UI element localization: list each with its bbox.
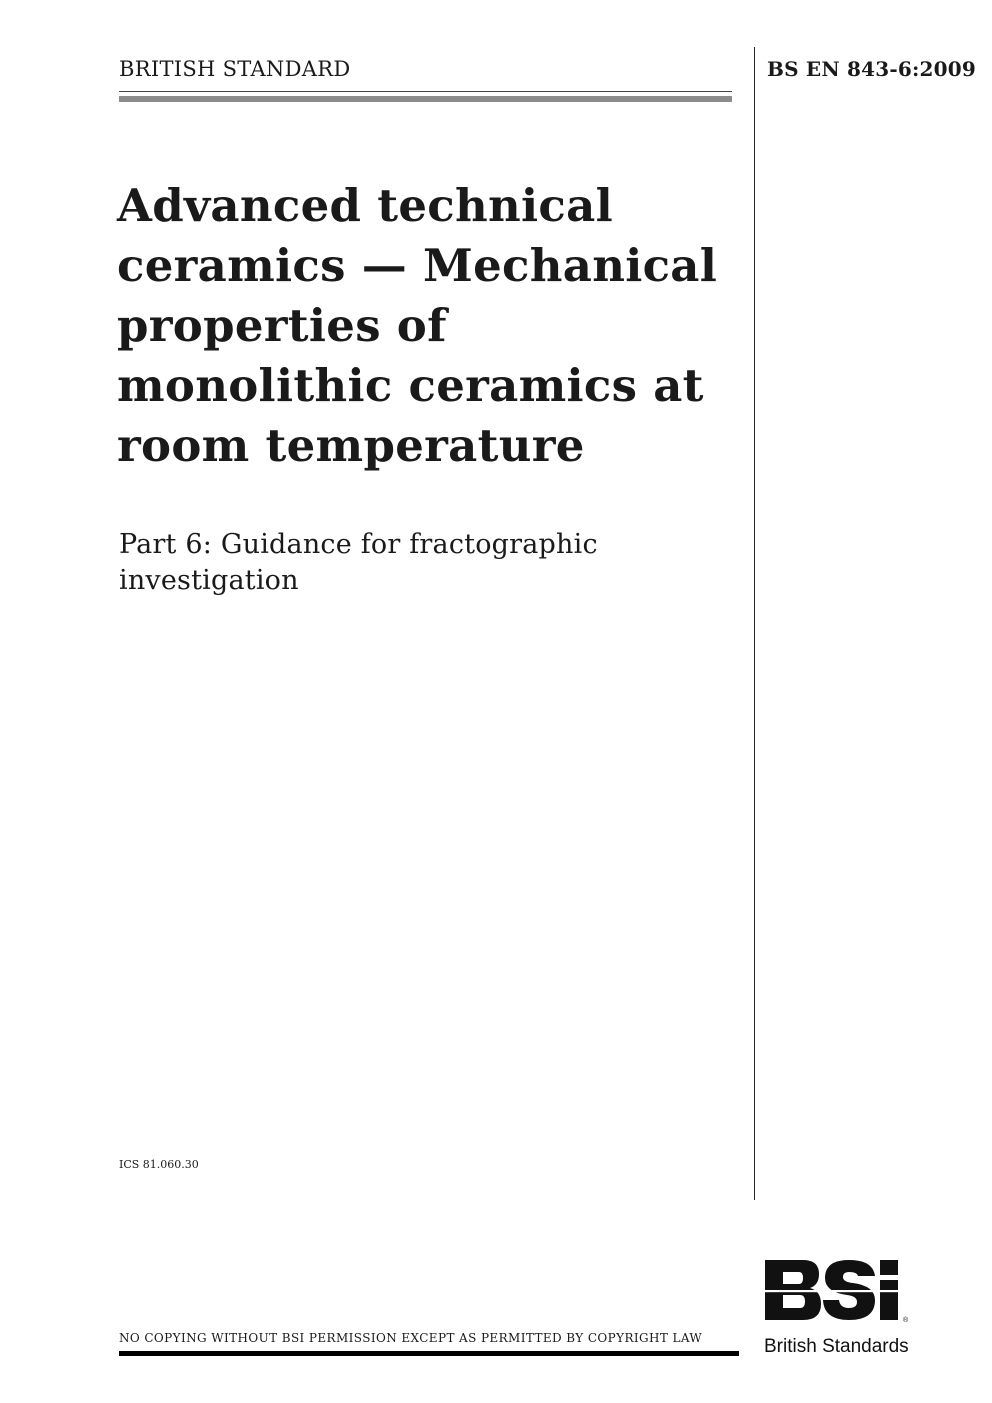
registered-mark: ® (903, 1317, 909, 1324)
header-label: BRITISH STANDARD (119, 57, 351, 81)
standard-number: BS EN 843-6:2009 (767, 57, 977, 81)
logo-caption: British Standards (764, 1336, 909, 1357)
vertical-rule (754, 47, 755, 1200)
copyright-notice: NO COPYING WITHOUT BSI PERMISSION EXCEPT AS PERMITTED BY COPYRIGHT LAW (119, 1331, 703, 1345)
main-title: Advanced technical ceramics — Mechanical properties of monolithic ceramics at room temperature (117, 179, 718, 472)
ics-code: ICS 81.060.30 (119, 1158, 199, 1171)
part-title: Part 6: Guidance for fractographic investigation (119, 529, 598, 596)
footer-rule (119, 1351, 739, 1356)
header-rule-thick (119, 96, 732, 102)
header-rule-thin (119, 91, 732, 92)
